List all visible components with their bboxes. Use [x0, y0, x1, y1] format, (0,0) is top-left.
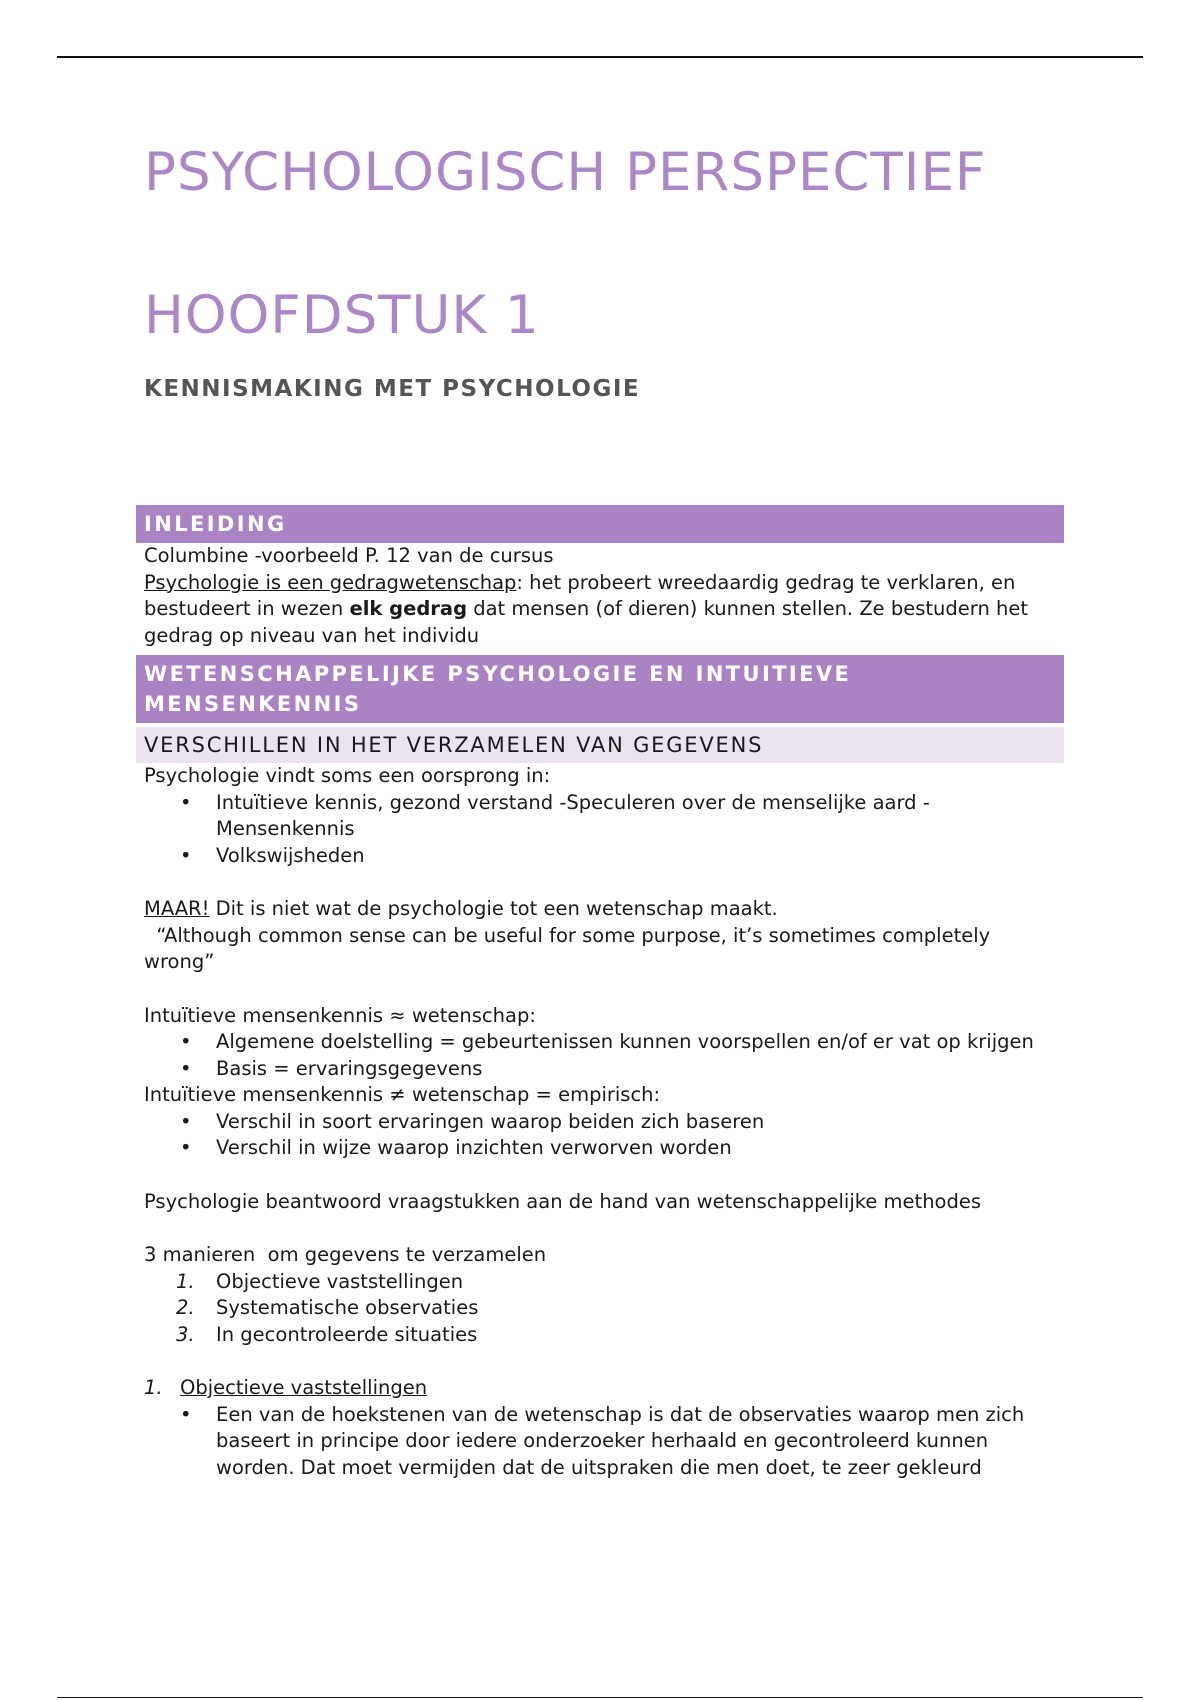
section-heading-text: INLEIDING	[144, 512, 287, 536]
list-item: 2. Systematische observaties	[176, 1296, 479, 1319]
definition-text-end: dat mensen (of dieren) kunnen stellen. Ze bestudern het gedrag op niveau van het individu	[144, 597, 1029, 647]
section-heading-text: WETENSCHAPPELIJKE PSYCHOLOGIE EN INTUITIEVE MENSENKENNIS	[144, 662, 852, 716]
chapter-title: HOOFDSTUK 1	[144, 285, 540, 346]
document-body	[136, 505, 1064, 1481]
maar-label: MAAR!	[144, 897, 210, 920]
definition-text: : het probeert wreedaardig gedrag te verklaren, en bestudeert in wezen	[144, 570, 1016, 620]
ways-list	[136, 1269, 1064, 1349]
list-item: • Verschil in soort ervaringen waarop beiden zich baseren	[136, 1109, 1064, 1136]
document-title: PSYCHOLOGISCH PERSPECTIEF	[144, 142, 987, 203]
underlined-term: Psychologie is een gedragwetenschap	[144, 570, 517, 594]
point-1-heading: 1. Objectieve vaststellingen	[144, 1376, 428, 1399]
bottom-rule	[57, 1697, 1143, 1698]
origin-list	[136, 790, 1064, 870]
bullet-icon: •	[180, 1402, 192, 1426]
maar-text: Dit is niet wat de psychologie tot een wetenschap maakt.	[209, 897, 778, 920]
approx-list	[136, 1029, 1064, 1082]
top-rule	[57, 56, 1143, 58]
bullet-icon: •	[180, 1136, 192, 1159]
bullet-icon: •	[180, 1030, 192, 1053]
subsection-heading-verschillen	[136, 727, 1064, 763]
paragraph-methods: Psychologie beantwoord vraagstukken aan de hand van wetenschappelijke methodes	[144, 1189, 982, 1213]
list-item: • Volkswijsheden	[136, 843, 1064, 870]
list-item: • Verschil in wijze waarop inzichten verworven worden	[136, 1135, 1064, 1162]
paragraph-columbine: Columbine -voorbeeld P. 12 van de cursus	[144, 544, 554, 567]
bullet-icon: •	[180, 1109, 192, 1133]
list-item: • Basis = ervaringsgegevens	[136, 1056, 1064, 1083]
chapter-subtitle: KENNISMAKING MET PSYCHOLOGIE	[144, 376, 641, 402]
bold-term: elk gedrag	[349, 597, 468, 620]
paragraph-quote: “Although common sense can be useful for some purpose, it’s sometimes completely wrong”	[144, 923, 997, 973]
section-heading-inleiding	[136, 505, 1064, 543]
bullet-icon: •	[180, 843, 192, 867]
paragraph-maar	[136, 896, 1064, 923]
list-item: 1. Objectieve vaststellingen	[176, 1269, 464, 1293]
list-item: • Intuïtieve kennis, gezond verstand -Speculeren over de menselijke aard - Mensenkennis	[180, 790, 930, 840]
paragraph-neq-intro: Intuïtieve mensenkennis ≠ wetenschap = empirisch:	[144, 1083, 661, 1106]
bullet-icon: •	[180, 1056, 192, 1080]
paragraph-origin-intro: Psychologie vindt soms een oorsprong in:	[144, 764, 551, 787]
list-item: • Algemene doelstelling = gebeurtenissen kunnen voorspellen en/of er vat op krijgen	[136, 1029, 1064, 1056]
bullet-icon: •	[180, 790, 192, 814]
list-item: 3. In gecontroleerde situaties	[176, 1322, 478, 1346]
paragraph-definition	[136, 570, 1064, 650]
subsection-heading-text: VERSCHILLEN IN HET VERZAMELEN VAN GEGEVENS	[144, 733, 764, 757]
paragraph-approx-intro: Intuïtieve mensenkennis ≈ wetenschap:	[144, 1003, 536, 1027]
section-heading-wetenschappelijke	[136, 655, 1064, 723]
neq-list	[136, 1109, 1064, 1162]
list-item: • Een van de hoekstenen van de wetenschap is dat de observaties waarop men zich baseert in principe door iedere onderzoeker herhaald en gecontroleerd kunnen worden. Dat moet vermijden dat de uitspraken die men doet, te zeer gekleurd	[180, 1402, 1025, 1479]
point-1-list	[136, 1402, 1064, 1482]
paragraph-ways-intro: 3 manieren om gegevens te verzamelen	[144, 1243, 547, 1266]
